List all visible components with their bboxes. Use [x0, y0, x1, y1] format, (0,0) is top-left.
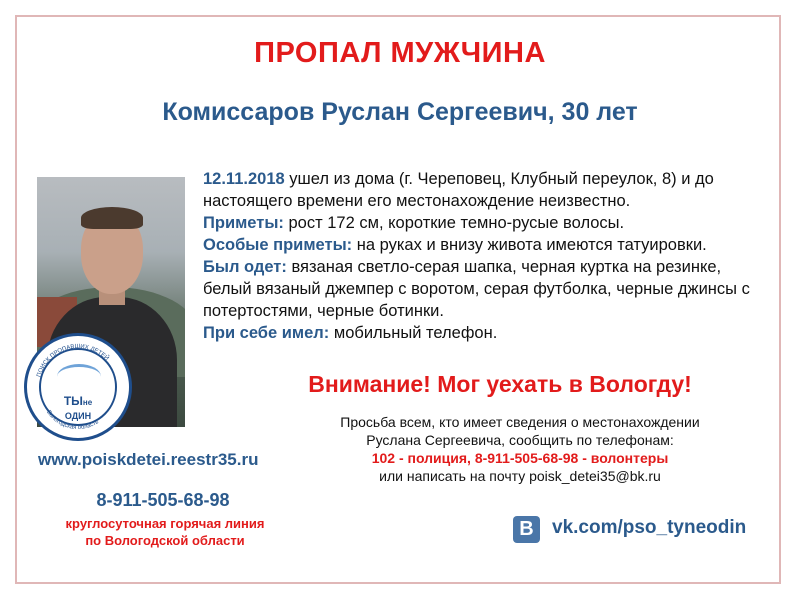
disappearance-text: ушел из дома (г. Череповец, Клубный переулок, 8) и до настоящего времени его местонахождение неизвестно. [203, 170, 714, 210]
hotline-line-1: круглосуточная горячая линия [65, 516, 265, 531]
request-block [320, 413, 720, 485]
request-line-2: Руслана Сергеевича, сообщить по телефонам: [366, 432, 674, 448]
logo-center-text: ТЫне ОДИН [63, 394, 93, 421]
request-phones: 102 - полиция, 8-911-505-68-98 - волонтеры [371, 450, 669, 466]
description-block [203, 168, 773, 344]
signs-text: рост 172 см, короткие темно-русые волосы. [283, 214, 625, 232]
svg-text:ПОИСК ПРОПАВШИХ ДЕТЕЙ: ПОИСК ПРОПАВШИХ ДЕТЕЙ [36, 343, 110, 378]
clothes-label: Был одет: [203, 258, 287, 276]
website-link[interactable]: www.poiskdetei.reestr35.ru [38, 450, 259, 469]
poster-title: ПРОПАЛ МУЖЧИНА [254, 37, 546, 69]
warning-text: Внимание! Мог уехать в Вологду! [308, 371, 692, 397]
special-signs-label: Особые приметы: [203, 236, 353, 254]
photo-hair [81, 207, 143, 229]
vk-link[interactable]: vk.com/pso_tyneodin [552, 517, 747, 538]
items-text: мобильный телефон. [329, 324, 498, 342]
hotline-caption [30, 515, 300, 549]
signs-label: Приметы: [203, 214, 284, 232]
signs-paragraph [203, 212, 773, 234]
search-org-logo [24, 333, 132, 441]
special-signs-paragraph [203, 234, 773, 256]
disappearance-paragraph [203, 168, 773, 212]
clothes-text: вязаная светло-серая шапка, черная куртка на резинке, белый вязаный джемпер с воротом, серая футболка, черные джинсы с потертостями, черные ботинки. [203, 258, 750, 320]
items-paragraph [203, 322, 773, 344]
request-email: или написать на почту poisk_detei35@bk.ru [379, 468, 661, 484]
items-label: При себе имел: [203, 324, 330, 342]
clothes-paragraph [203, 256, 773, 322]
svg-text:Вологодская область: Вологодская область [45, 409, 100, 432]
special-signs-text: на руках и внизу живота имеются татуировки. [352, 236, 707, 254]
request-line-1: Просьба всем, кто имеет сведения о местонахождении [340, 414, 700, 430]
hotline-line-2: по Вологодской области [85, 533, 245, 548]
hands-icon [57, 364, 101, 389]
person-name: Комиссаров Руслан Сергеевич, 30 лет [162, 98, 638, 126]
vk-icon[interactable]: В [513, 516, 540, 543]
disappearance-date: 12.11.2018 [203, 170, 285, 188]
hotline-phone[interactable]: 8-911-505-68-98 [96, 490, 230, 510]
